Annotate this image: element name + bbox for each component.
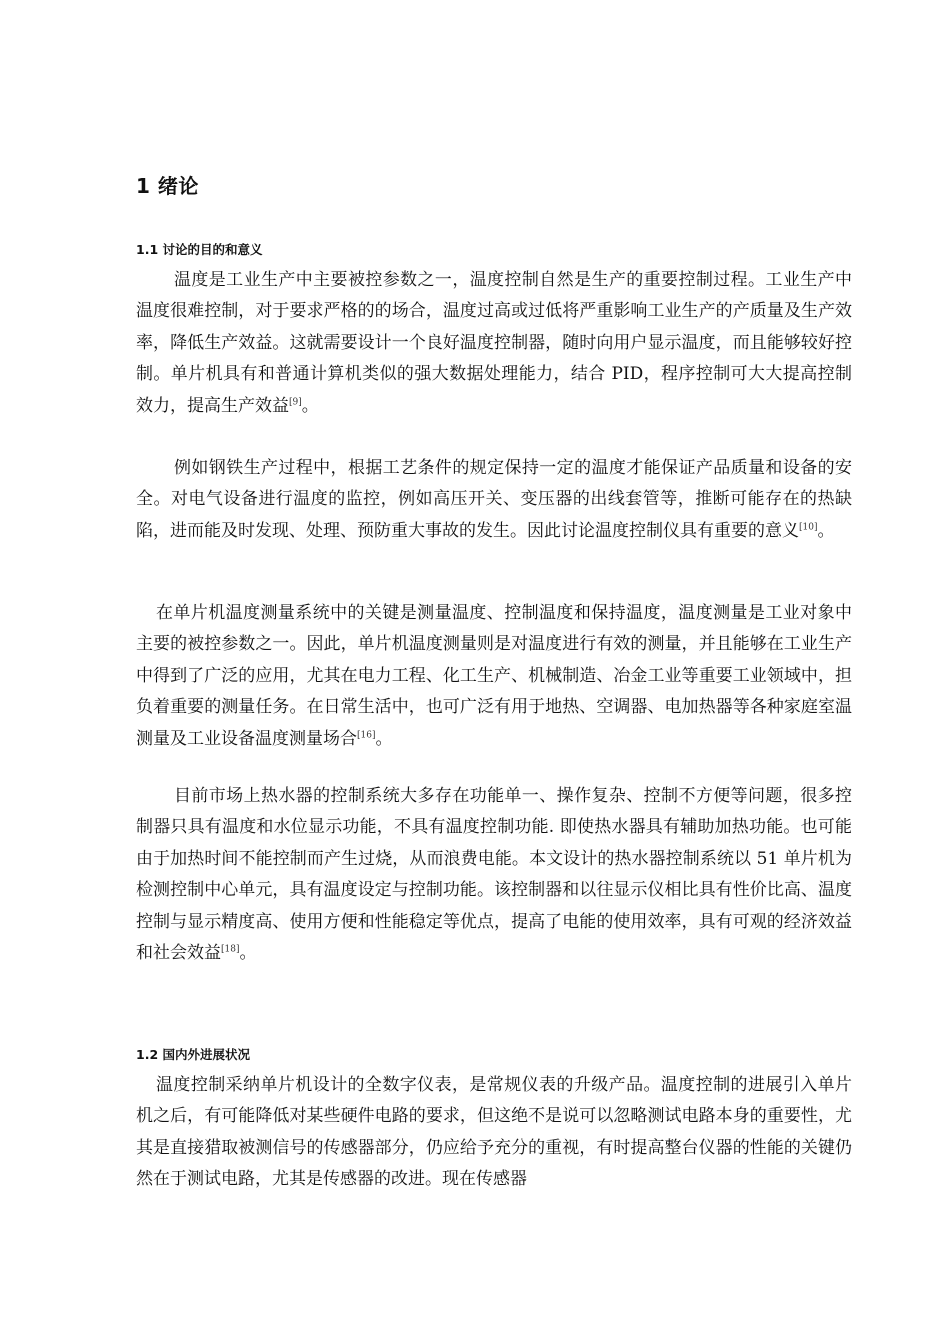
paragraph-text: 例如钢铁生产过程中，根据工艺条件的规定保持一定的温度才能保证产品质量和设备的安全。对电气设备进行温度的监控，例如高压开关、变压器的出线套管等，推断可能存在的热缺陷，进而能及时发现、处理、预防重大事故的发生。因此讨论温度控制仪具有重要的意义 xyxy=(136,458,852,541)
chapter-title: 1 绪论 xyxy=(136,174,199,198)
citation: [18] xyxy=(221,944,240,955)
paragraph-text: 目前市场上热水器的控制系统大多存在功能单一、操作复杂、控制不方便等问题，很多控制器只具有温度和水位显示功能，不具有温度控制功能. 即使热水器具有辅助加热功能。也可能由于加热时间不能控制而产生过烧，从而浪费电能。本文设计的热水器控制系统以 51 单片机为检测控制中心单元，具有温度设定与控制功能。该控制器和以往显示仪相比具有性价比高、温度控制与显示精度高、使用方便和性能稳定等优点，提高了电能的使用效率，具有可观的经济效益和社会效益 xyxy=(136,786,852,964)
paragraph xyxy=(136,265,852,422)
paragraph-end: 。 xyxy=(301,395,319,416)
paragraph-end: 。 xyxy=(817,520,835,541)
paragraph-text: 温度控制采纳单片机设计的全数字仪表，是常规仪表的升级产品。温度控制的进展引入单片机之后，有可能降低对某些硬件电路的要求，但这绝不是说可以忽略测试电路本身的重要性，尤其是直接猎取被测信号的传感器部分，仍应给予充分的重视，有时提高整台仪器的性能的关键仍然在于测试电路，尤其是传感器的改进。现在传感器 xyxy=(136,1075,852,1190)
paragraph xyxy=(136,781,852,969)
paragraph-text: 在单片机温度测量系统中的关键是测量温度、控制温度和保持温度，温度测量是工业对象中主要的被控参数之一。因此，单片机温度测量则是对温度进行有效的测量，并且能够在工业生产中得到了广泛的应用，尤其在电力工程、化工生产、机械制造、冶金工业等重要工业领域中，担负着重要的测量任务。在日常生活中，也可广泛有用于地热、空调器、电加热器等各种家庭室温测量及工业设备温度测量场合 xyxy=(136,603,852,749)
paragraph-end: 。 xyxy=(239,943,257,964)
paragraph xyxy=(136,453,852,547)
paragraph-end: 。 xyxy=(375,728,393,749)
section-title-1-2: 1.2 国内外进展状况 xyxy=(136,1047,250,1062)
citation: [10] xyxy=(799,522,818,533)
paragraph-text: 温度是工业生产中主要被控参数之一，温度控制自然是生产的重要控制过程。工业生产中温度很难控制，对于要求严格的的场合，温度过高或过低将严重影响工业生产的产质量及生产效率，降低生产效益。这就需要设计一个良好温度控制器，随时向用户显示温度，而且能够较好控制。单片机具有和普通计算机类似的强大数据处理能力，结合 PID，程序控制可大大提高控制效力，提高生产效益 xyxy=(136,270,852,416)
paragraph xyxy=(136,598,852,755)
citation: [16] xyxy=(357,729,376,740)
section-title-1-1: 1.1 讨论的目的和意义 xyxy=(136,242,263,257)
paragraph xyxy=(136,1070,852,1196)
citation: [9] xyxy=(289,396,302,407)
